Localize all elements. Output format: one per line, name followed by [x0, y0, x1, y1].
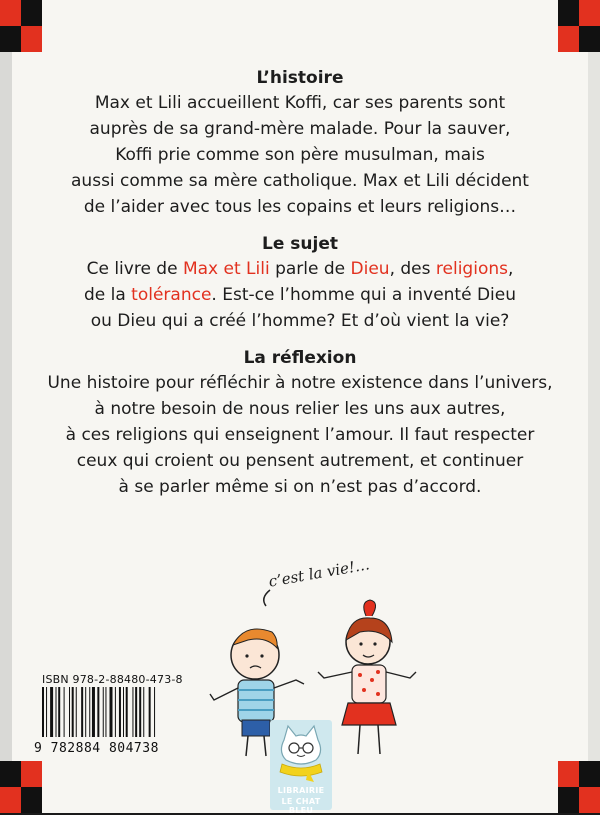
story-paragraph — [30, 90, 570, 220]
bookstore-sticker — [270, 720, 332, 815]
story-line: de l’aider avec tous les copains et leurs religions… — [83, 197, 517, 217]
sticker-line-1: LIBRAIRIE — [277, 786, 325, 795]
reflection-line: à ces religions qui enseignent l’amour. Il faut respecter — [65, 425, 535, 445]
reflection-line: Une histoire pour réfléchir à notre existence dans l’univers, — [47, 373, 553, 393]
subject-heading: Le sujet — [262, 234, 338, 254]
story-line: Max et Lili accueillent Koffi, car ses parents sont — [94, 93, 506, 113]
subject-paragraph — [30, 256, 570, 334]
subject-text: parle de — [269, 259, 351, 279]
back-cover-text — [30, 66, 570, 512]
corner-pattern-bottom-right — [558, 761, 600, 813]
reflection-line: ceux qui croient ou pensent autrement, et continuer — [76, 451, 524, 471]
subject-text: ou Dieu qui a créé l’homme? Et d’où vient la vie? — [90, 311, 510, 331]
cover-left-edge — [0, 0, 12, 813]
cover-right-edge — [588, 0, 600, 813]
subject-highlight-religions: religions — [435, 259, 508, 279]
subject-text: de la — [83, 285, 132, 305]
subject-text: , — [507, 259, 514, 279]
subject-highlight-tolerance: tolérance — [131, 285, 212, 305]
barcode-icon — [42, 687, 188, 737]
subject-highlight-dieu: Dieu — [350, 259, 390, 279]
speech-bubble-text: c’est la vie!… — [267, 555, 372, 591]
subject-text: Ce livre de — [86, 259, 183, 279]
cat-logo-icon — [270, 720, 332, 782]
corner-pattern-top-right — [558, 0, 600, 52]
story-line: Koffi prie comme son père musulman, mais — [115, 145, 485, 165]
isbn-label: ISBN 978-2-88480-473-8 — [42, 673, 183, 686]
reflection-heading: La réflexion — [243, 348, 357, 368]
corner-pattern-bottom-left — [0, 761, 42, 813]
reflection-line: à se parler même si on n’est pas d’accord. — [118, 477, 482, 497]
subject-text: , des — [389, 259, 436, 279]
sticker-line-2: LE CHAT BLEU — [281, 797, 321, 815]
girl-figure — [318, 600, 416, 754]
reflection-line: à notre besoin de nous relier les uns aux autres, — [94, 399, 506, 419]
barcode-digits: 9 782884 804738 — [34, 741, 159, 756]
story-line: auprès de sa grand-mère malade. Pour la sauver, — [89, 119, 511, 139]
story-line: aussi comme sa mère catholique. Max et Lili décident — [71, 171, 529, 191]
corner-pattern-top-left — [0, 0, 42, 52]
reflection-paragraph — [30, 370, 570, 500]
story-heading: L’histoire — [256, 68, 344, 88]
subject-highlight-max-et-lili: Max et Lili — [182, 259, 270, 279]
speech-tail — [264, 590, 270, 606]
subject-text: . Est-ce l’homme qui a inventé Dieu — [211, 285, 517, 305]
